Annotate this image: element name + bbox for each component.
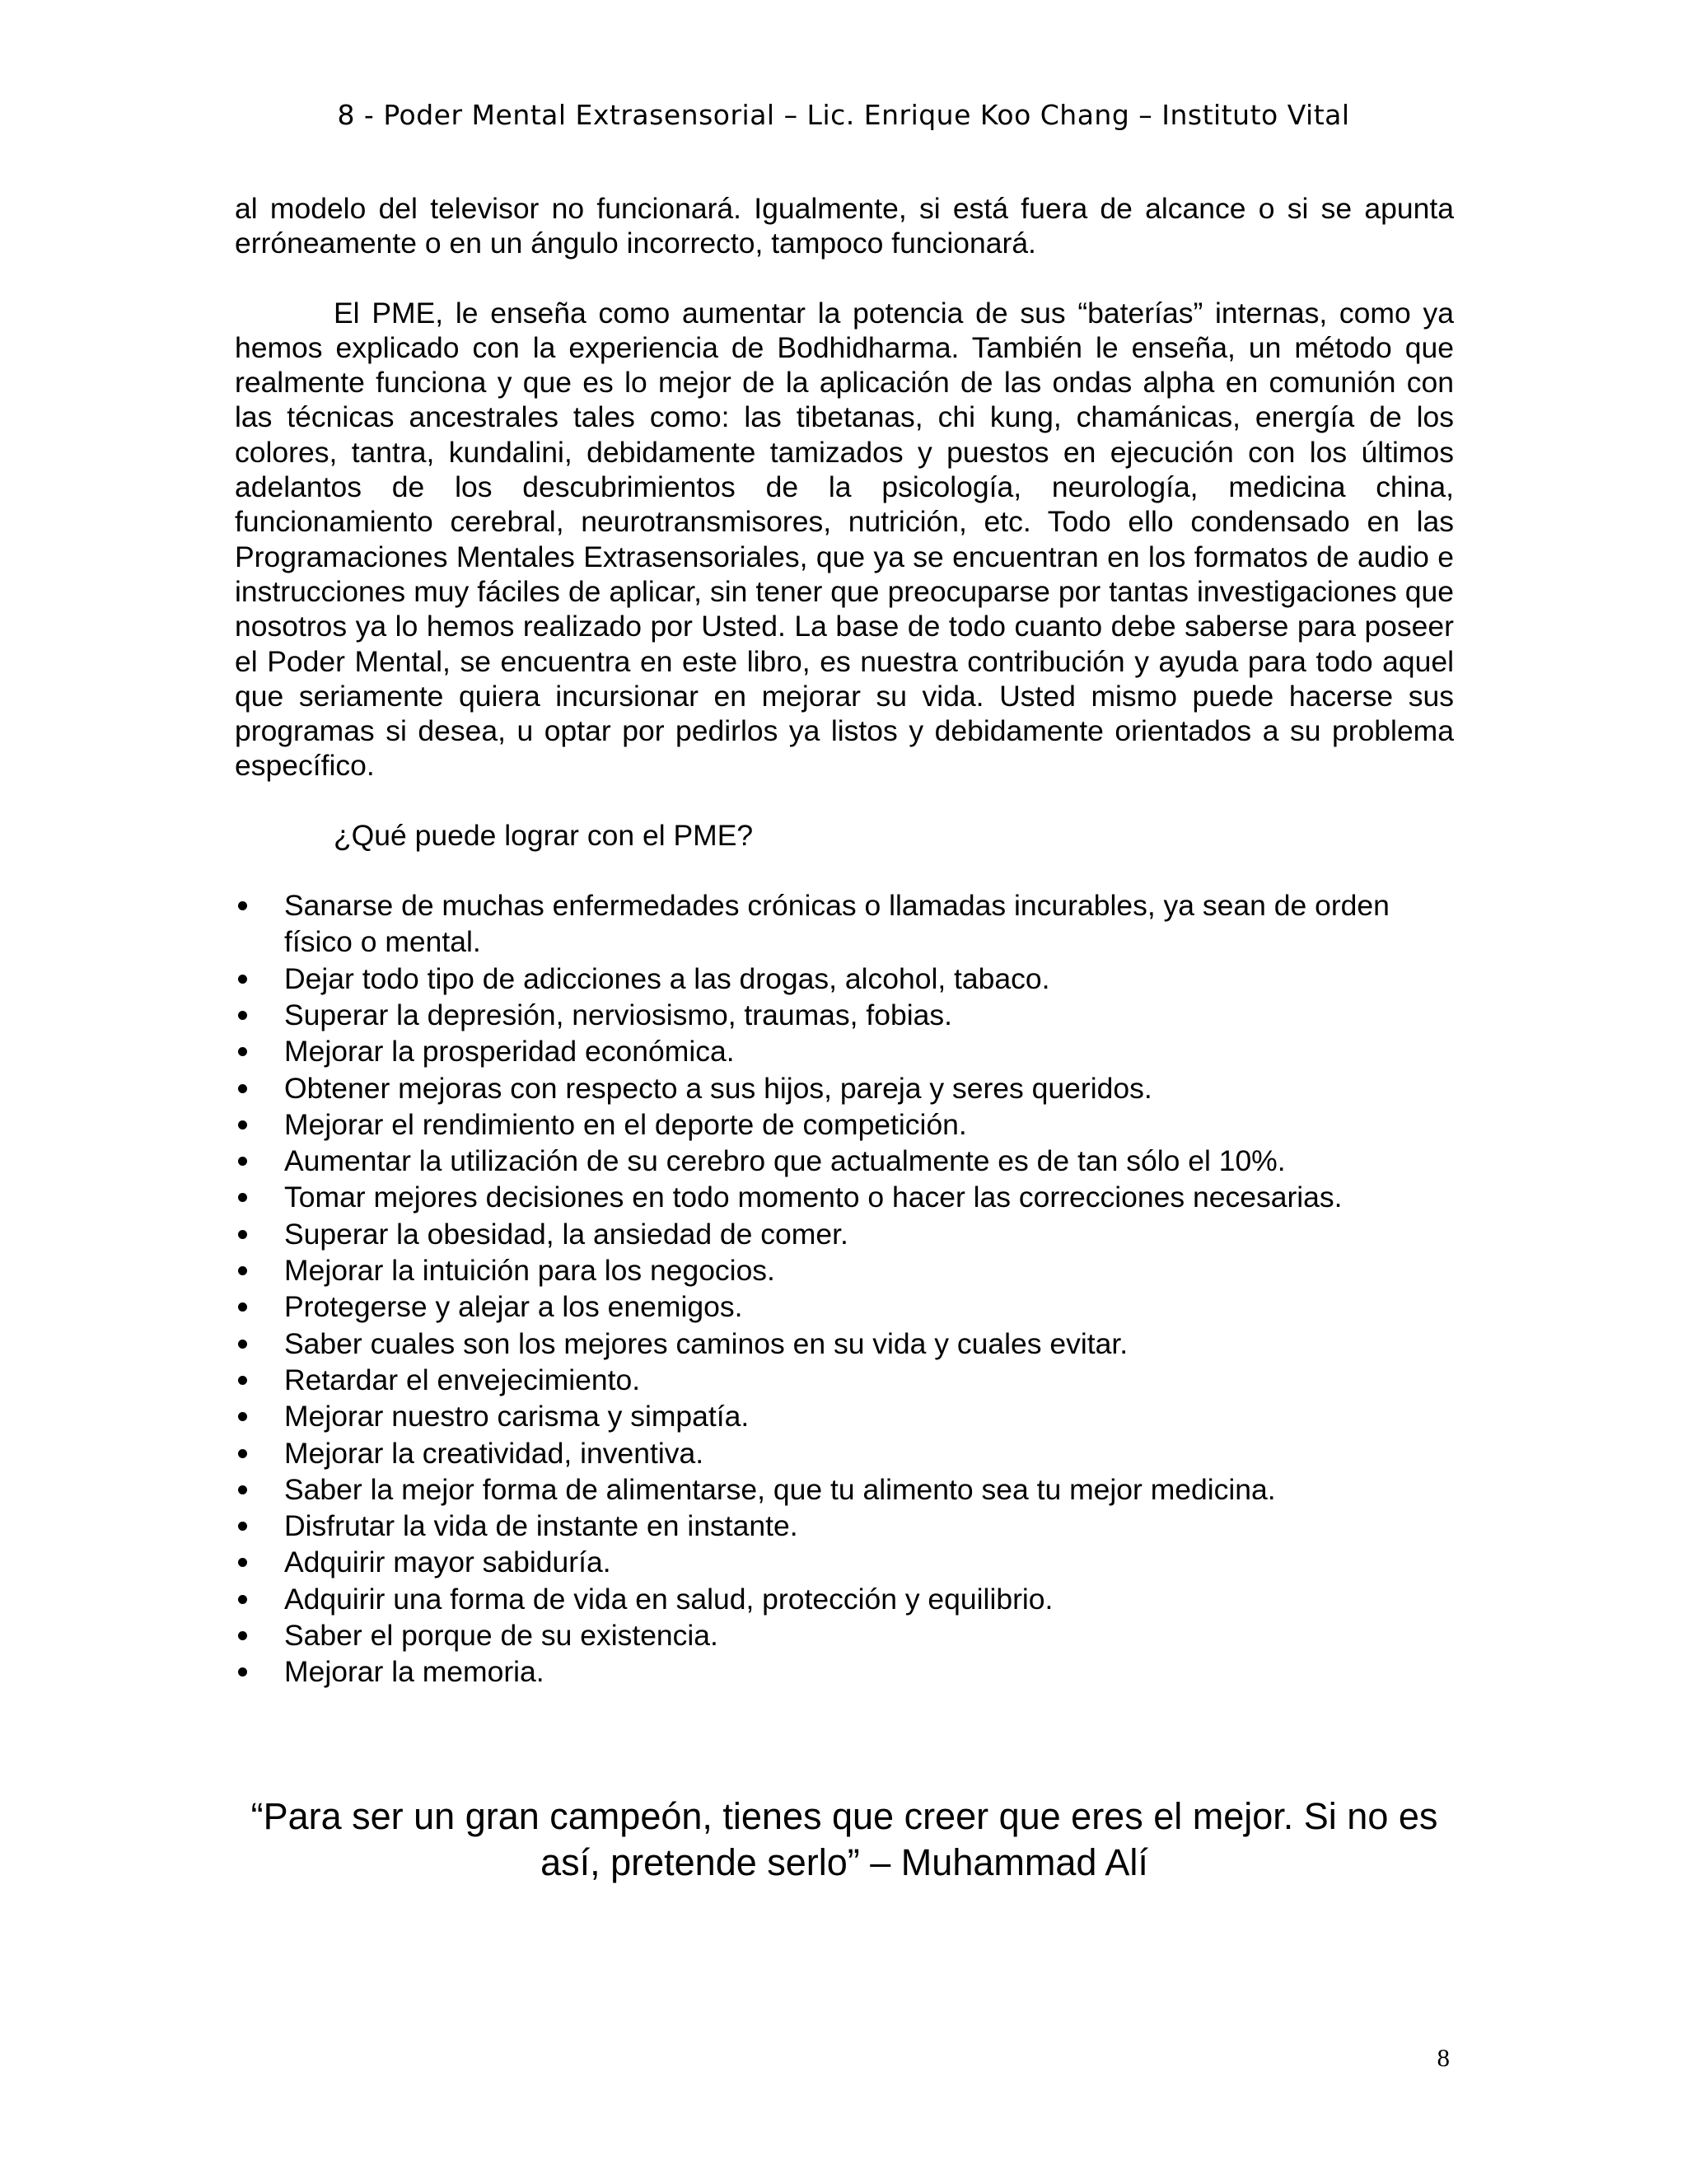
paragraph-pme-intro: El PME, le enseña como aumentar la potencia de sus “baterías” internas, como ya hemos explicado con la experiencia de Bodhidharma. También le enseña, un método que realmente funciona y que es lo mejor de la aplicación de las ondas alpha en comunión con las técnicas ancestrales tales como: las tibetanas, chi kung, chamánicas, energía de los colores, tantra, kundalini, debidamente tamizados y puestos en ejecución con los últimos adelantos de los descubrimientos de la psicología, neurología, medicina china, funcionamiento cerebral, neurotransmisores, nutrición, etc. Todo ello condensado en las Programaciones Mentales Extrasensoriales, que ya se encuentran en los formatos de audio e instrucciones muy fáciles de aplicar, sin tener que preocuparse por tantas investigaciones que nosotros ya lo hemos realizado por Usted. La base de todo cuanto debe saberse para poseer el Poder Mental, se encuentra en este libro, es nuestra contribución y ayuda para todo aquel que seriamente quiera incursionar en mejorar su vida. Usted mismo puede hacerse sus programas si desea, u optar por pedirlos ya listos y debidamente orientados a su problema específico. — [235, 296, 1454, 783]
paragraph-spacer — [235, 783, 1454, 818]
list-item — [235, 1508, 1454, 1544]
bullet-icon — [238, 1266, 247, 1275]
bullet-icon — [238, 1558, 247, 1567]
bullet-icon — [238, 1230, 247, 1239]
bullet-icon — [238, 1302, 247, 1312]
list-item — [235, 1143, 1454, 1179]
list-item-text: Protegerse y alejar a los enemigos. — [284, 1290, 743, 1324]
bullet-icon — [238, 1193, 247, 1202]
bullet-icon — [238, 1011, 247, 1020]
list-item-text: Mejorar la intuición para los negocios. — [284, 1254, 775, 1288]
list-item — [235, 1471, 1454, 1508]
list-item-text: Adquirir una forma de vida en salud, protección y equilibrio. — [284, 1582, 1054, 1616]
bullet-icon — [238, 1120, 247, 1129]
bullet-icon — [238, 1449, 247, 1458]
list-item-text: Aumentar la utilización de su cerebro que actualmente es de tan sólo el 10%. — [284, 1144, 1286, 1178]
list-item — [235, 1070, 1454, 1106]
list-item-text: Tomar mejores decisiones en todo momento o hacer las correcciones necesarias. — [284, 1181, 1343, 1214]
list-item-text: Retardar el envejecimiento. — [284, 1363, 641, 1396]
list-item — [235, 1435, 1454, 1471]
bullet-icon — [238, 1412, 247, 1421]
list-item-text: Mejorar el rendimiento en el deporte de competición. — [284, 1107, 967, 1141]
bullet-icon — [238, 1047, 247, 1056]
bullet-icon — [238, 1522, 247, 1531]
list-item — [235, 1033, 1454, 1069]
bullet-icon — [238, 901, 247, 910]
benefits-list — [235, 887, 1454, 1691]
list-item-text: Superar la depresión, nerviosismo, traumas, fobias. — [284, 998, 952, 1031]
bullet-icon — [238, 1340, 247, 1349]
page-number: 8 — [1437, 2043, 1450, 2072]
list-item — [235, 1581, 1454, 1617]
list-item — [235, 1326, 1454, 1362]
paragraph-continuation: al modelo del televisor no funcionará. Igualmente, si está fuera de alcance o si se apunta erróneamente o en un ángulo incorrecto, tampoco funcionará. — [235, 192, 1454, 260]
list-item-text: Obtener mejoras con respecto a sus hijos, pareja y seres queridos. — [284, 1071, 1152, 1105]
paragraph-spacer — [235, 261, 1454, 296]
list-item-text: Saber cuales son los mejores caminos en su vida y cuales evitar. — [284, 1326, 1129, 1360]
list-item — [235, 1179, 1454, 1215]
bullet-icon — [238, 1485, 247, 1494]
list-item-text: Mejorar la prosperidad económica. — [284, 1035, 735, 1069]
bullet-icon — [238, 975, 247, 984]
bullet-icon — [238, 1631, 247, 1640]
page-body — [235, 191, 1454, 1691]
list-item — [235, 1617, 1454, 1653]
list-item-text: Superar la obesidad, la ansiedad de comer. — [284, 1217, 848, 1251]
list-item-text: Disfrutar la vida de instante en instante. — [284, 1509, 798, 1543]
list-item — [235, 961, 1454, 997]
list-item — [235, 1216, 1454, 1252]
bullet-icon — [238, 1376, 247, 1385]
list-item — [235, 1398, 1454, 1434]
list-item — [235, 1653, 1454, 1690]
list-item — [235, 1362, 1454, 1398]
list-item — [235, 997, 1454, 1033]
closing-quote: “Para ser un gran campeón, tienes que creer que eres el mejor. Si no es así, pretende serlo” – Muhammad Alí — [250, 1795, 1438, 1883]
bullet-icon — [238, 1667, 247, 1677]
list-item — [235, 887, 1454, 961]
bullet-icon — [238, 1595, 247, 1604]
bullet-icon — [238, 1084, 247, 1093]
list-item — [235, 1288, 1454, 1325]
section-question: ¿Qué puede lograr con el PME? — [334, 818, 754, 852]
paragraph-spacer — [235, 853, 1454, 887]
list-item-text: Mejorar nuestro carisma y simpatía. — [284, 1400, 750, 1433]
list-item-text: Dejar todo tipo de adicciones a las drogas, alcohol, tabaco. — [284, 961, 1050, 995]
bullet-icon — [238, 1157, 247, 1166]
list-item — [235, 1252, 1454, 1288]
list-item-text: Adquirir mayor sabiduría. — [284, 1546, 611, 1579]
list-item — [235, 1106, 1454, 1143]
list-item — [235, 1544, 1454, 1580]
list-item-text: Mejorar la memoria. — [284, 1655, 544, 1689]
list-item-text: Saber el porque de su existencia. — [284, 1618, 718, 1652]
page-header: 8 - Poder Mental Extrasensorial – Lic. Enrique Koo Chang – Instituto Vital — [337, 99, 1350, 131]
list-item-text: Sanarse de muchas enfermedades crónicas o llamadas incurables, ya sean de orden físico o mental. — [284, 889, 1390, 959]
list-item-text: Mejorar la creatividad, inventiva. — [284, 1436, 704, 1470]
list-item-text: Saber la mejor forma de alimentarse, que tu alimento sea tu mejor medicina. — [284, 1472, 1276, 1506]
